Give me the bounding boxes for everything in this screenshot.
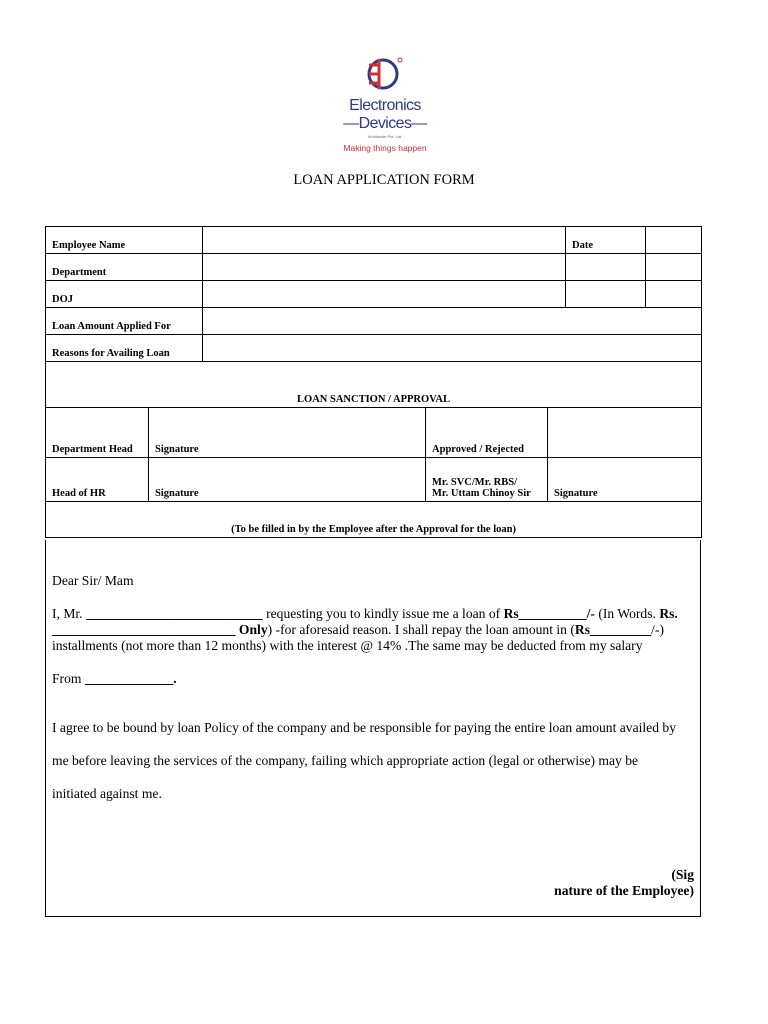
agreement-line1: I agree to be bound by loan Policy of the company and be responsible for paying the entire loan amount availed by bbox=[52, 720, 676, 735]
logo-tagline: Making things happen bbox=[343, 143, 427, 153]
logo-brand-line2: —Devices— bbox=[343, 115, 427, 132]
ed-logo-mark-icon bbox=[339, 55, 431, 97]
employee-name-label: Employee Name bbox=[46, 227, 203, 254]
blank-cell[interactable] bbox=[646, 281, 702, 308]
name-blank[interactable]: __________________________ bbox=[85, 606, 263, 621]
letter-line2: ___________________________ Only) -for aforesaid reason. I shall repay the loan amount in (Rs_________/-) bbox=[52, 622, 665, 637]
from-line: From _____________. bbox=[52, 671, 177, 686]
loan-form-table bbox=[45, 226, 702, 538]
reasons-label: Reasons for Availing Loan bbox=[46, 335, 203, 362]
loan-amount-field[interactable] bbox=[203, 308, 702, 335]
amount-words-blank[interactable]: ___________________________ Only bbox=[52, 622, 268, 637]
employee-name-field[interactable] bbox=[203, 227, 566, 254]
reasons-field[interactable] bbox=[203, 335, 702, 362]
doj-field[interactable] bbox=[203, 281, 566, 308]
amount-blank[interactable]: Rs__________/- bbox=[503, 606, 595, 621]
logo-brand-line1: Electronics bbox=[349, 97, 421, 114]
department-field[interactable] bbox=[203, 254, 566, 281]
agreement-line3: initiated against me. bbox=[52, 786, 162, 801]
installment-blank[interactable]: Rs_________ bbox=[574, 622, 652, 637]
department-label: Department bbox=[46, 254, 203, 281]
logo-small-text: Worldwide Pvt. Ltd. bbox=[367, 134, 403, 139]
department-head-label: Department Head bbox=[46, 408, 149, 458]
head-of-hr-label: Head of HR bbox=[46, 458, 149, 502]
blank-cell[interactable] bbox=[646, 254, 702, 281]
date-field[interactable] bbox=[646, 227, 702, 254]
agreement-line2: me before leaving the services of the company, failing which appropriate action (legal or otherwise) may be bbox=[52, 753, 639, 768]
department-head-signature[interactable]: Signature bbox=[149, 408, 426, 458]
blank-cell[interactable] bbox=[566, 254, 646, 281]
employee-note: (To be filled in by the Employee after the Approval for the loan) bbox=[46, 502, 702, 538]
approved-rejected-label: Approved / Rejected bbox=[426, 408, 548, 458]
date-label: Date bbox=[566, 227, 646, 254]
salutation: Dear Sir/ Mam bbox=[52, 573, 134, 588]
doj-label: DOJ bbox=[46, 281, 203, 308]
blank-cell[interactable] bbox=[566, 281, 646, 308]
page-title: LOAN APPLICATION FORM bbox=[293, 172, 475, 188]
signature-label-2: nature of the Employee) bbox=[554, 883, 694, 898]
letter-line1: I, Mr. __________________________ requesting you to kindly issue me a loan of Rs__________/- (In Words. Rs. bbox=[52, 606, 678, 621]
signature-label-1: (Sig bbox=[671, 867, 694, 882]
sanction-heading: LOAN SANCTION / APPROVAL bbox=[46, 362, 702, 408]
loan-amount-label: Loan Amount Applied For bbox=[46, 308, 203, 335]
loan-request-letter bbox=[45, 540, 701, 917]
approval-status-field[interactable] bbox=[548, 408, 702, 458]
company-logo bbox=[339, 55, 431, 157]
hr-signature[interactable]: Signature bbox=[149, 458, 426, 502]
approvers-line2: Mr. Uttam Chinoy Sir bbox=[432, 488, 531, 499]
approvers-line1: Mr. SVC/Mr. RBS/ bbox=[432, 477, 517, 488]
approver-signature[interactable]: Signature bbox=[548, 458, 702, 502]
letter-line3: installments (not more than 12 months) with the interest @ 14% .The same may be deducted from my salary bbox=[52, 638, 643, 653]
from-blank[interactable]: _____________. bbox=[84, 671, 177, 686]
approvers-label bbox=[426, 458, 548, 502]
